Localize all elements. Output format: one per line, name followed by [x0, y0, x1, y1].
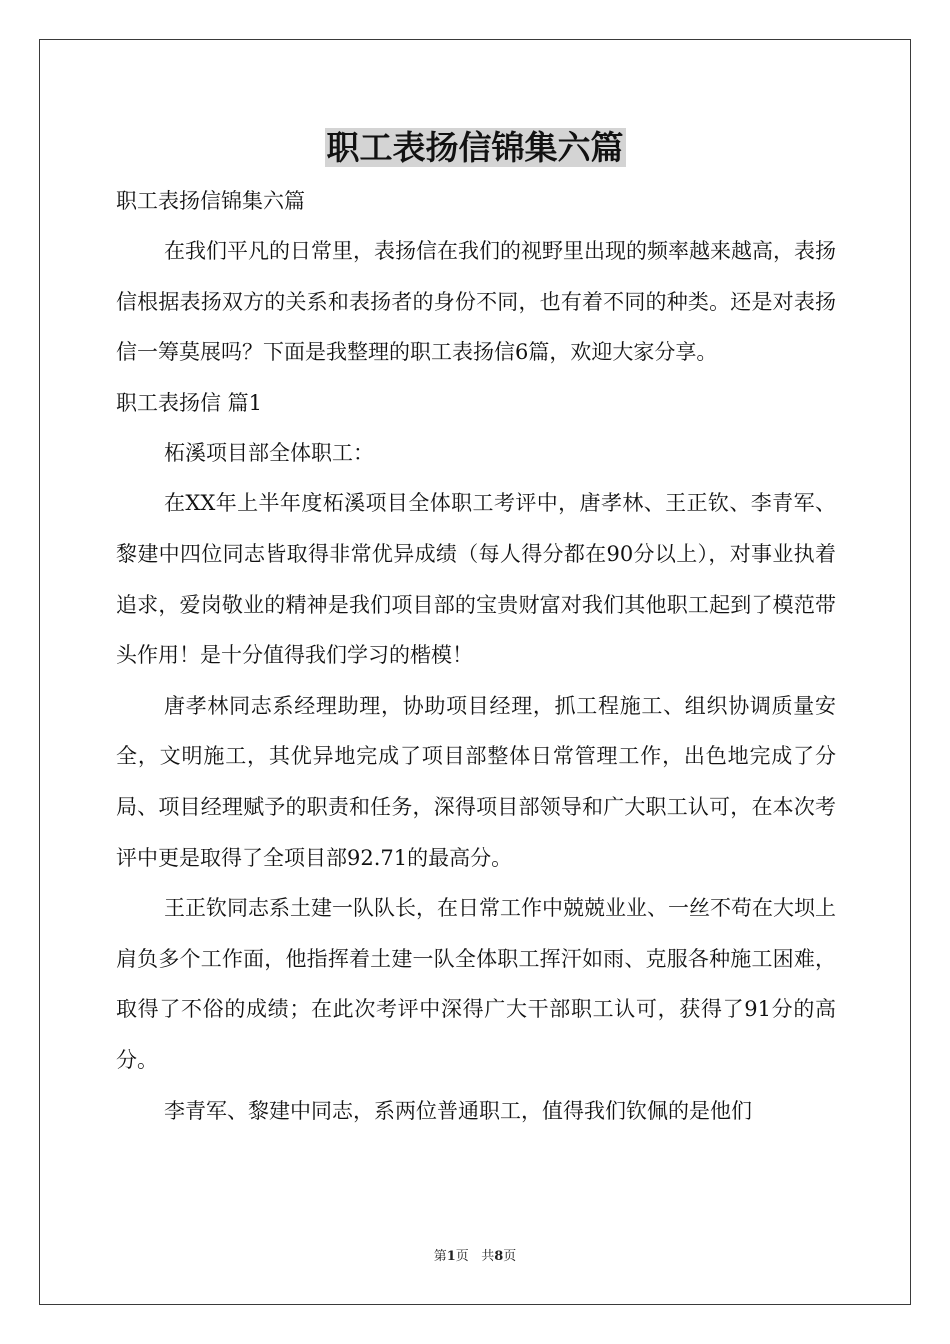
page-footer [0, 1248, 950, 1266]
document-title [0, 124, 950, 172]
salutation: 柘溪项目部全体职工： [164, 440, 374, 465]
body-paragraph: 王正钦同志系土建一队队长，在日常工作中兢兢业业、一丝不苟在大坝上肩负多个工作面，他指挥着土建一队全体职工挥汗如雨、克服各种施工困难，取得了不俗的成绩；在此次考评中深得广大干部职工认可，获得了91分的高分。 [116, 896, 836, 1072]
body-paragraph: 唐孝林同志系经理助理，协助项目经理，抓工程施工、组织协调质量安全，文明施工，其优异地完成了项目部整体日常管理工作，出色地完成了分局、项目经理赋予的职责和任务，深得项目部领导和广大职工认可，在本次考评中更是取得了全项目部92.71的最高分。 [116, 693, 836, 870]
section-heading: 职工表扬信 篇1 [116, 390, 263, 415]
total-pages: 8 [494, 1249, 504, 1264]
page-number: 1 [446, 1249, 456, 1264]
document-title-text: 职工表扬信锦集六篇 [326, 128, 624, 167]
page-prefix: 第 [433, 1249, 447, 1264]
intro-paragraph: 在我们平凡的日常里，表扬信在我们的视野里出现的频率越来越高，表扬信根据表扬双方的关系和表扬者的身份不同，也有着不同的种类。还是对表扬信一筹莫展吗？下面是我整理的职工表扬信6篇，欢迎大家分享。 [116, 239, 836, 365]
document-subtitle: 职工表扬信锦集六篇 [116, 189, 305, 213]
body-paragraph: 李青军、黎建中同志，系两位普通职工，值得我们钦佩的是他们 [164, 1098, 752, 1123]
total-prefix: 共 [481, 1249, 495, 1264]
total-suffix: 页 [503, 1249, 517, 1264]
body-paragraph: 在XX年上半年度柘溪项目全体职工考评中，唐孝林、王正钦、李青军、黎建中四位同志皆取得非常优异成绩（每人得分都在90分以上），对事业执着追求，爱岗敬业的精神是我们项目部的宝贵财富对我们其他职工起到了模范带头作用！是十分值得我们学习的楷模！ [116, 491, 836, 668]
page-suffix: 页 [455, 1249, 469, 1264]
document-body [116, 176, 836, 1136]
